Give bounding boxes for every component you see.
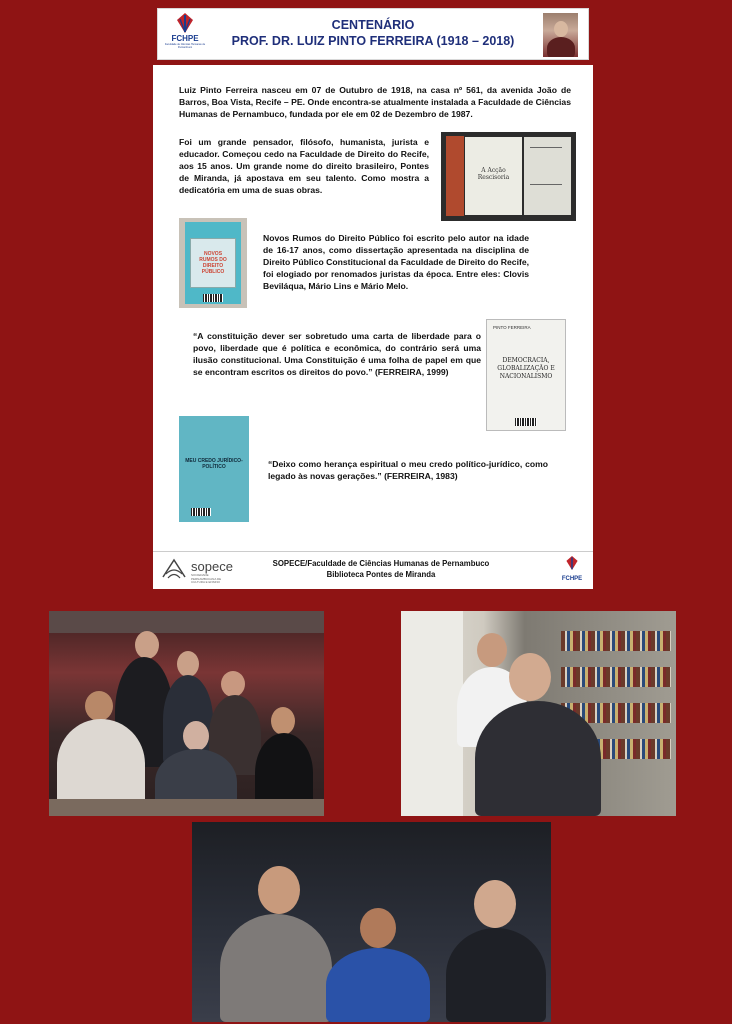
book3-author: PINTO FERREIRA [493, 325, 531, 330]
novos-rumos-paragraph: Novos Rumos do Direito Público foi escrito pelo autor na idade de 16-17 anos, como dissertação apresentada na disciplina de Direito Público Constitucional da Faculdade de Direito do Recife, foi elogiado por renomados juristas da época. Entre eles: Clovis Beviláqua, Mário Lins e Mário Melo. [263, 233, 529, 291]
sopece-logo [161, 557, 233, 585]
footer-logo-text: FCHPE [561, 576, 583, 582]
portrait-photo [543, 13, 578, 57]
biography-paragraph: Luiz Pinto Ferreira nasceu em 07 de Outubro de 1918, na casa nº 561, da avenida João de Barros, Boa Vista, Recife – PE. Onde encontra-se atualmente instalada a Faculdade de Ciências Humanas de Pernambuco, fundada por ele em 02 de Dezembro de 1987. [179, 85, 571, 119]
book1-title: A Acção Rescisoria [477, 167, 510, 181]
footer-institution: SOPECE/Faculdade de Ciências Humanas de Pernambuco [272, 559, 490, 568]
book4-title: MEU CREDO JURÍDICO-POLÍTICO [185, 458, 243, 470]
group-photo-auditorium [49, 611, 324, 816]
footer-crest-icon [565, 555, 579, 571]
library-photo [401, 611, 676, 816]
page-title: CENTENÁRIO [331, 18, 415, 32]
novos-rumos-book-photo [179, 218, 247, 308]
sopece-mark-icon [161, 557, 187, 583]
footer [153, 551, 593, 589]
footer-fchpe-logo [557, 555, 587, 587]
book3-title: DEMOCRACIA, GLOBALIZAÇÃO E NACIONALISMO [497, 357, 555, 380]
legacy-quote: “Deixo como herança espiritual o meu credo político-jurídico, como legado às novas gerações.” (FERREIRA, 1983) [268, 459, 548, 481]
open-book-photo [441, 132, 576, 221]
sopece-subtext: SOCIEDADE PERNAMBUCANA DE CULTURA E ENSINO [191, 573, 222, 584]
content-panel [153, 65, 593, 589]
fchpe-logo-text: FCHPE [171, 34, 199, 43]
meu-credo-book-photo [179, 416, 249, 522]
democracia-book-photo [486, 319, 566, 431]
career-paragraph: Foi um grande pensador, filósofo, humanista, jurista e educador. Começou cedo na Faculdade de Direito do Recife, aos 15 anos. Um grande nome do direito brasileiro, Pontes de Miranda, já apostava em seu talento. Como mostra a dedicatória em uma de suas obras. [179, 137, 429, 195]
fchpe-crest-icon [175, 12, 195, 34]
constitution-quote: “A constituição dever ser sobretudo uma carta de liberdade para o povo, liberdade que é política e econômica, do contrário será uma ilusão constitucional. Uma Constituição é uma folha de papel em que se encontram escritos os direitos do povo.” (FERREIRA, 1999) [193, 331, 481, 377]
header-banner [157, 8, 589, 60]
fchpe-logo-subtext: Faculdade de Ciências Humanas de Pernambuco [164, 43, 206, 49]
sopece-wordmark: sopece [191, 559, 233, 574]
trio-photo [192, 822, 551, 1022]
footer-library: Biblioteca Pontes de Miranda [326, 570, 436, 579]
fchpe-logo [164, 12, 206, 58]
page-subtitle: PROF. DR. LUIZ PINTO FERREIRA (1918 – 2018) [231, 34, 515, 48]
book2-title: NOVOS RUMOS DO DIREITO PÚBLICO [199, 251, 227, 275]
